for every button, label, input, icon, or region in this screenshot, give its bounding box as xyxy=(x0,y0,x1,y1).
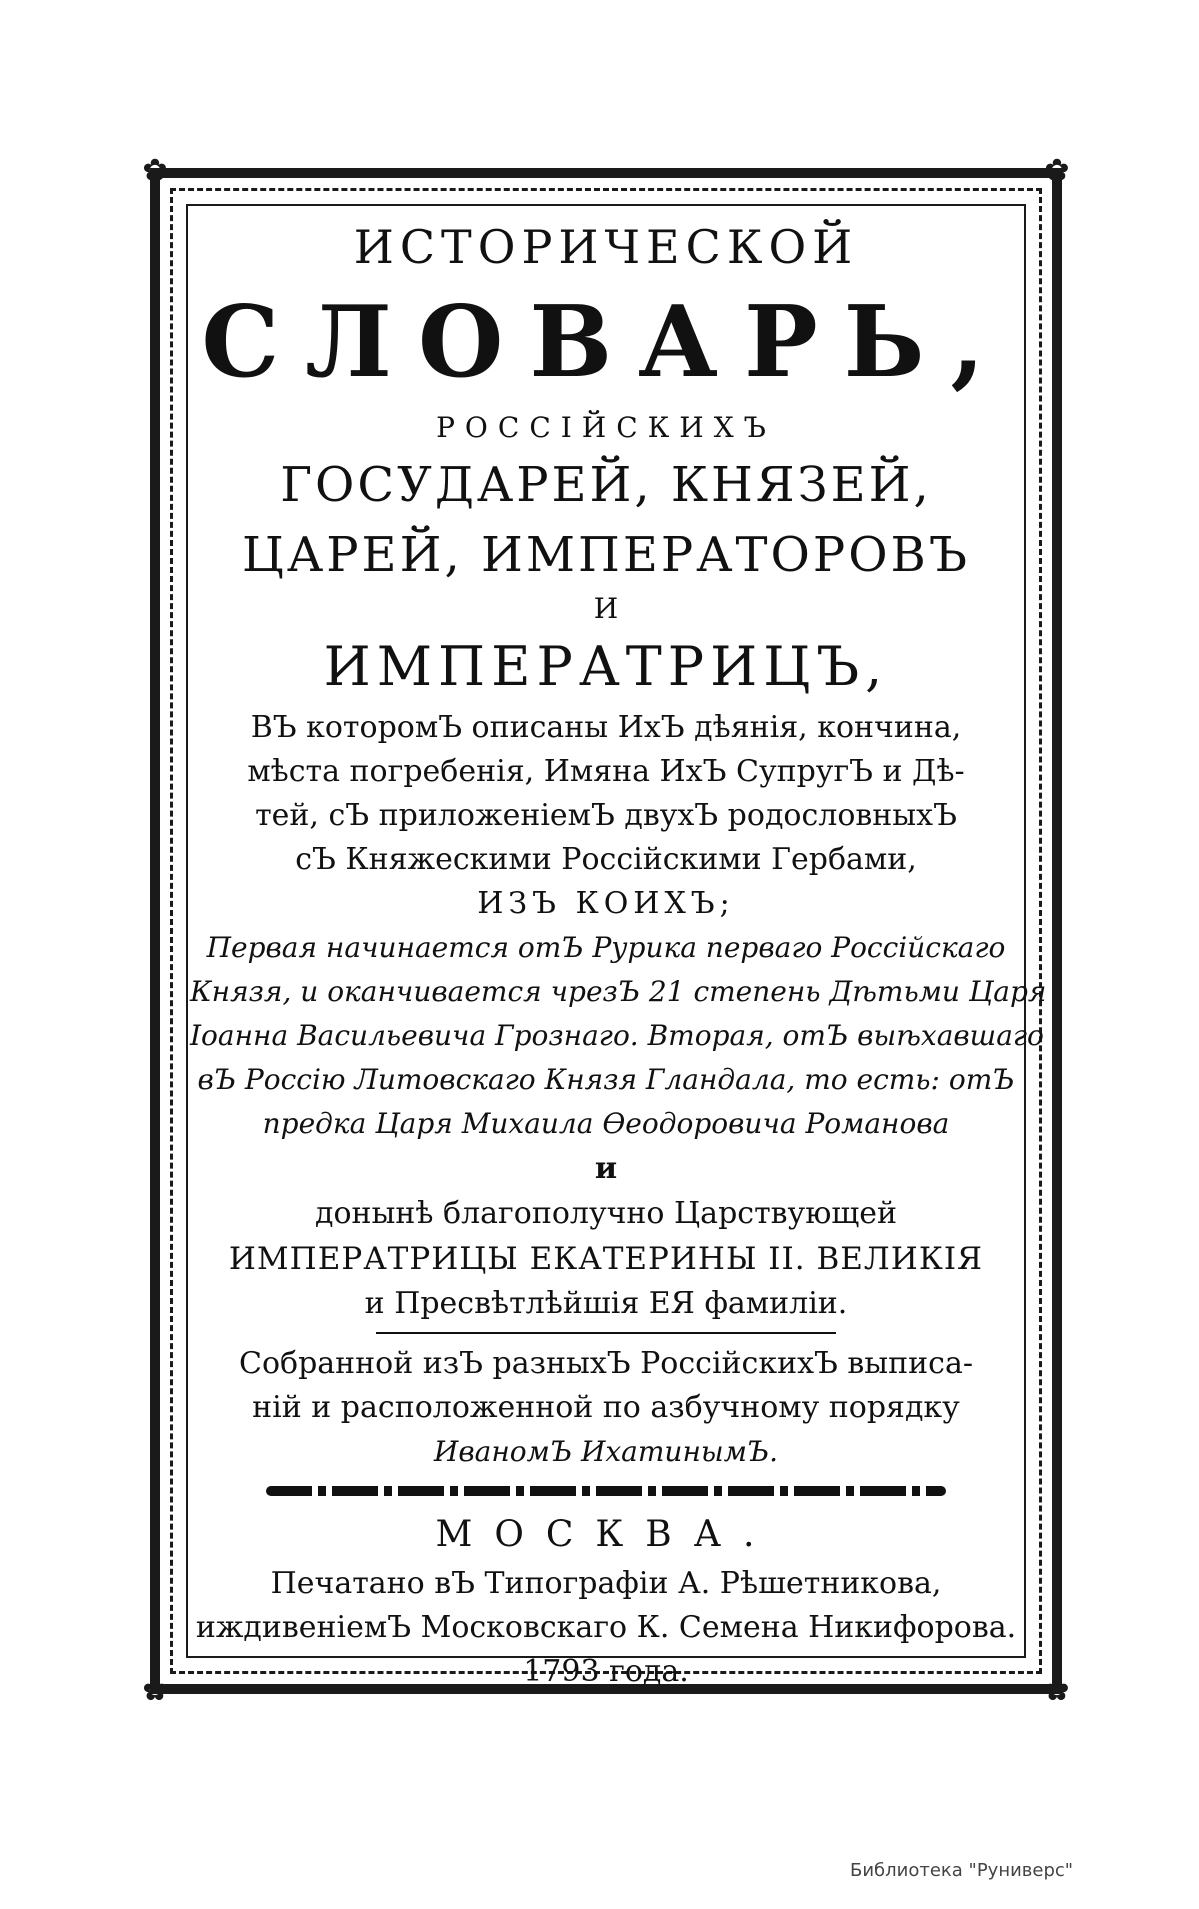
title-line-4: ГОСУДАРЕЙ, КНЯЗЕЙ, xyxy=(280,457,932,513)
imprint-line-2: иждивеніемЪ Московскаго К. Семена Никифорова. xyxy=(195,1610,1017,1645)
imprint-line-1: Печатано вЪ Типографіи А. Рѣшетникова, xyxy=(270,1566,942,1601)
and-word: и xyxy=(594,1151,618,1186)
title-line-6: И xyxy=(593,592,619,625)
author-line: ИваномЪ ИхатинымЪ. xyxy=(433,1435,779,1468)
title-page xyxy=(190,210,1047,1694)
title-line-7: ИМПЕРАТРИЦЪ, xyxy=(323,635,889,698)
flower-ornament-icon: ✿ xyxy=(142,153,168,188)
description-line: тей, сЪ приложеніемЪ двухЪ родословныхЪ xyxy=(255,798,957,833)
description-line: сЪ Княжескими Россійскими Гербами, xyxy=(295,842,917,877)
flower-ornament-icon: ✿ xyxy=(142,1673,168,1708)
italic-line: предка Царя Михаила Ѳеодоровича Романова xyxy=(262,1107,950,1140)
flower-ornament-icon: ✿ xyxy=(1044,1673,1070,1708)
reign-line: донынѣ благополучно Царствующей xyxy=(315,1196,897,1231)
title-line-1: ИСТОРИЧЕСКОЙ xyxy=(353,220,859,274)
title-main: СЛОВАРЬ, xyxy=(201,285,1011,400)
compiled-line: ній и расположенной по азбучному порядку xyxy=(252,1390,960,1425)
library-watermark: Библиотека "Руниверс" xyxy=(850,1860,1074,1881)
compiled-line: Собранной изЪ разныхЪ РоссійскихЪ выписа- xyxy=(239,1346,973,1381)
title-line-5: ЦАРЕЙ, ИМПЕРАТОРОВЪ xyxy=(242,527,970,583)
description-line: ИЗЪ КОИХЪ; xyxy=(477,886,735,921)
italic-line: Іоанна Васильевича Грознаго. Вторая, отЪ выѣхавшаго xyxy=(190,1019,1044,1052)
reign-line: ИМПЕРАТРИЦЫ ЕКАТЕРИНЫ II. ВЕЛИКІЯ xyxy=(228,1241,984,1277)
thin-rule xyxy=(376,1332,836,1334)
italic-line: Князя, и оканчивается чрезЪ 21 степень Дѣтьми Царя xyxy=(190,975,1047,1008)
ornamental-rule xyxy=(266,1486,946,1496)
description-line: ВЪ которомЪ описаны ИхЪ дѣянія, кончина, xyxy=(250,710,962,745)
italic-line: Первая начинается отЪ Рурика перваго Россійскаго xyxy=(206,931,1006,964)
flower-ornament-icon: ✿ xyxy=(1044,153,1070,188)
imprint-city: МОСКВА. xyxy=(435,1514,777,1555)
imprint-year: 1793 года. xyxy=(523,1654,689,1689)
description-line: мѣста погребенія, Имяна ИхЪ СупругЪ и Дѣ- xyxy=(247,754,965,789)
reign-line: и Пресвѣтлѣйшія ЕЯ фамиліи. xyxy=(364,1286,848,1321)
title-line-3: РОССІЙСКИХЪ xyxy=(436,411,776,444)
italic-line: вЪ Россію Литовскаго Князя Гландала, то есть: отЪ xyxy=(197,1063,1015,1096)
